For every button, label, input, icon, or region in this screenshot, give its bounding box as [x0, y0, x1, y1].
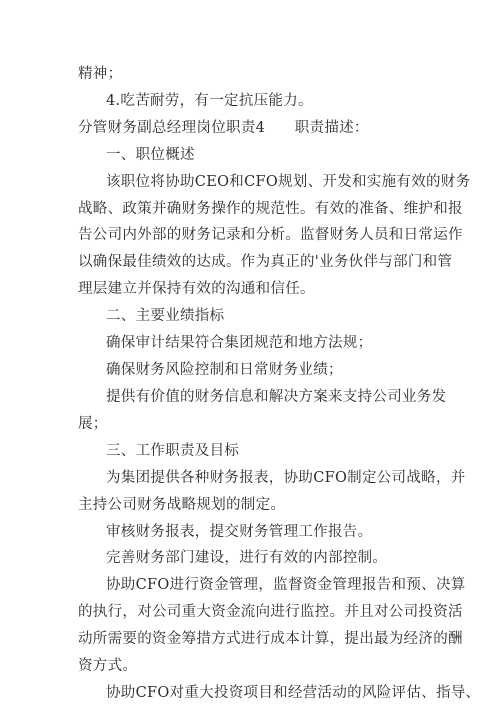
- paragraph-line: 确保审计结果符合集团规范和地方法规；: [106, 335, 373, 352]
- paragraph-line: 理层建立并保持有效的沟通和信任。: [78, 281, 315, 298]
- section-heading-job-title: 分管财务副总经理岗位职责4 职责描述：: [78, 119, 369, 136]
- text-line-2: 4.吃苦耐劳，有一定抗压能力。: [106, 92, 313, 109]
- section-heading-duties: 三、工作职责及目标: [106, 442, 240, 459]
- paragraph-line: 审核财务报表，提交财务管理工作报告。: [106, 523, 373, 540]
- paragraph-line: 主持公司财务战略规划的制定。: [78, 496, 286, 513]
- paragraph-line: 协助CFO进行资金管理，监督资金管理报告和预、决算: [106, 577, 466, 594]
- paragraph-line: 资方式。: [78, 658, 138, 675]
- paragraph-line: 协助CFO对重大投资项目和经营活动的风险评估、指导、: [106, 685, 481, 701]
- paragraph-line: 该职位将协助CEO和CFO规划、开发和实施有效的财务: [106, 173, 471, 190]
- section-heading-kpi: 二、主要业绩指标: [106, 308, 225, 325]
- paragraph-line: 提供有价值的财务信息和解决方案来支持公司业务发: [106, 388, 447, 405]
- paragraph-line: 展；: [78, 415, 108, 432]
- paragraph-line: 完善财务部门建设，进行有效的内部控制。: [106, 550, 388, 567]
- text-line-1: 精神；: [78, 66, 123, 82]
- section-heading-overview: 一、职位概述: [106, 146, 195, 163]
- paragraph-line: 的执行，对公司重大资金流向进行监控。并且对公司投资活: [78, 604, 463, 621]
- paragraph-line: 为集团提供各种财务报表，协助CFO制定公司战略，并: [106, 469, 466, 486]
- paragraph-line: 以确保最佳绩效的达成。作为真正的'业务伙伴与部门和管: [78, 254, 453, 271]
- paragraph-line: 战略、政策并确财务操作的规范性。有效的准备、维护和报: [78, 200, 463, 217]
- paragraph-line: 动所需要的资金筹措方式进行成本计算，提出最为经济的酬: [78, 631, 463, 648]
- paragraph-line: 确保财务风险控制和日常财务业绩；: [106, 362, 343, 379]
- paragraph-line: 告公司内外部的财务记录和分析。监督财务人员和日常运作: [78, 227, 463, 244]
